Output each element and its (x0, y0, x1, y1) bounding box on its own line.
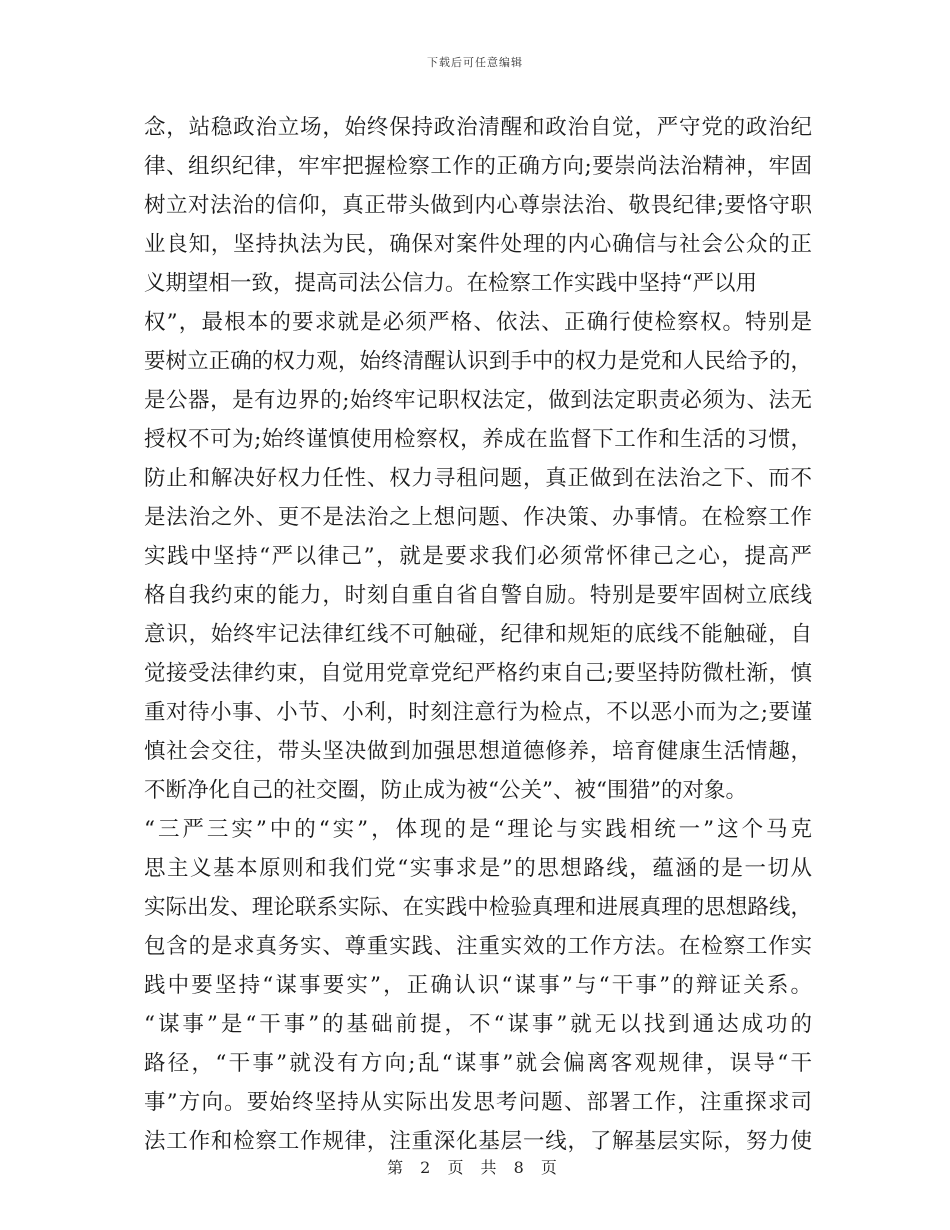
text-line: 义期望相一致，提高司法公信力。在检察工作实践中坚持“严以用 (144, 271, 757, 296)
text-line: 是公器，是有边界的;始终牢记职权法定，做到法定职责必须为、法无 (144, 388, 812, 413)
text-line: 授权不可为;始终谨慎使用检察权，养成在监督下工作和生活的习惯， (144, 427, 812, 452)
text-line: 慎社会交往，带头坚决做到加强思想道德修养，培育健康生活情趣， (144, 739, 812, 764)
text-line: 念，站稳政治立场，始终保持政治清醒和政治自觉，严守党的政治纪 (144, 115, 812, 140)
text-line: 权”，最根本的要求就是必须严格、依法、正确行使检察权。特别是 (144, 310, 812, 335)
text-line: 意识，始终牢记法律红线不可触碰，纪律和规矩的底线不能触碰，自 (144, 622, 812, 647)
text-line: 重对待小事、小节、小利，时刻注意行为检点，不以恶小而为之;要谨 (144, 700, 812, 725)
text-line: 律、组织纪律，牢牢把握检察工作的正确方向;要崇尚法治精神，牢固 (144, 154, 812, 179)
text-line: 树立对法治的信仰，真正带头做到内心尊崇法治、敬畏纪律;要恪守职 (144, 193, 812, 218)
text-line: 觉接受法律约束，自觉用党章党纪严格约束自己;要坚持防微杜渐，慎 (144, 661, 812, 686)
text-line: 要树立正确的权力观，始终清醒认识到手中的权力是党和人民给予的， (144, 349, 812, 374)
text-line: 防止和解决好权力任性、权力寻租问题，真正做到在法治之下、而不 (144, 466, 812, 491)
page-header: 下载后可任意编辑 (427, 56, 523, 69)
text-line: 是法治之外、更不是法治之上想问题、作决策、办事情。在检察工作 (144, 505, 812, 530)
text-line: 法工作和检察工作规律，注重深化基层一线，了解基层实际，努力使 (144, 1129, 812, 1154)
text-line: 路径，“干事”就没有方向;乱“谋事”就会偏离客观规律，误导“干 (144, 1051, 812, 1076)
text-line: “三严三实”中的“实”，体现的是“理论与实践相统一”这个马克 (144, 817, 812, 842)
text-line: 业良知，坚持执法为民，确保对案件处理的内心确信与社会公众的正 (144, 232, 812, 257)
body-text (144, 108, 812, 1161)
text-line: 不断净化自己的社交圈，防止成为被“公关”、被“围猎”的对象。 (144, 778, 747, 803)
text-line: 思主义基本原则和我们党“实事求是”的思想路线，蕴涵的是一切从 (144, 856, 812, 881)
page-number: 第 2 页 共 8 页 (387, 1158, 563, 1177)
text-line: “谋事”是“干事”的基础前提，不“谋事”就无以找到通达成功的 (144, 1012, 812, 1037)
text-line: 实践中坚持“严以律己”，就是要求我们必须常怀律己之心，提高严 (144, 544, 812, 569)
text-line: 践中要坚持“谋事要实”，正确认识“谋事”与“干事”的辩证关系。 (144, 973, 812, 998)
text-line: 事”方向。要始终坚持从实际出发思考问题、部署工作，注重探求司 (144, 1090, 812, 1115)
text-line: 包含的是求真务实、尊重实践、注重实效的工作方法。在检察工作实 (144, 934, 812, 959)
text-line: 实际出发、理论联系实际、在实践中检验真理和进展真理的思想路线， (144, 895, 812, 920)
text-line: 格自我约束的能力，时刻自重自省自警自励。特别是要牢固树立底线 (144, 583, 812, 608)
